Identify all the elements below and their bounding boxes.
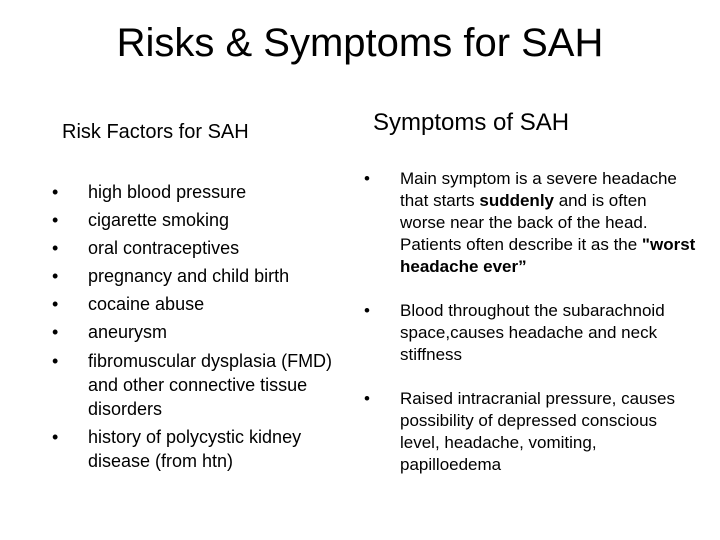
risk-factors-list (52, 178, 352, 473)
bullet-icon: • (364, 169, 370, 188)
bullet-icon: • (52, 182, 59, 202)
bullet-icon: • (52, 322, 59, 342)
list-item: • pregnancy and child birth (52, 262, 352, 290)
bullet-icon: • (364, 301, 370, 320)
list-item: • Main symptom is a severe headache that starts suddenly and is often worse near the back of the head. Patients often describe it as the "worst headache ever” (364, 169, 696, 276)
risk-factors-heading: Risk Factors for SAH (62, 121, 249, 143)
bullet-icon: • (52, 427, 59, 447)
bullet-icon: • (52, 210, 59, 230)
bullet-icon: • (52, 294, 59, 314)
bullet-icon: • (52, 351, 59, 371)
list-item: • Blood throughout the subarachnoid space,causes headache and neck stiffness (364, 301, 665, 364)
symptoms-heading: Symptoms of SAH (373, 109, 570, 136)
list-item: • cocaine abuse (52, 290, 352, 318)
list-item: • aneurysm (52, 318, 352, 346)
list-item: • history of polycystic kidney disease (from htn) (52, 427, 302, 471)
list-item: • fibromuscular dysplasia (FMD) and other connective tissue disorders (52, 351, 333, 419)
bullet-icon: • (364, 389, 370, 408)
bullet-icon: • (52, 238, 59, 258)
symptoms-list (364, 168, 696, 476)
list-item: • Raised intracranial pressure, causes possibility of depressed conscious level, headache, vomiting, papilloedema (364, 389, 675, 474)
list-item: • high blood pressure (52, 178, 352, 206)
bullet-icon: • (52, 266, 59, 286)
list-item: • cigarette smoking (52, 206, 352, 234)
list-item: • oral contraceptives (52, 234, 352, 262)
emphasis-text: "worst headache ever” (400, 235, 696, 276)
slide-title: Risks & Symptoms for SAH (116, 21, 604, 65)
emphasis-text: suddenly (479, 191, 554, 210)
